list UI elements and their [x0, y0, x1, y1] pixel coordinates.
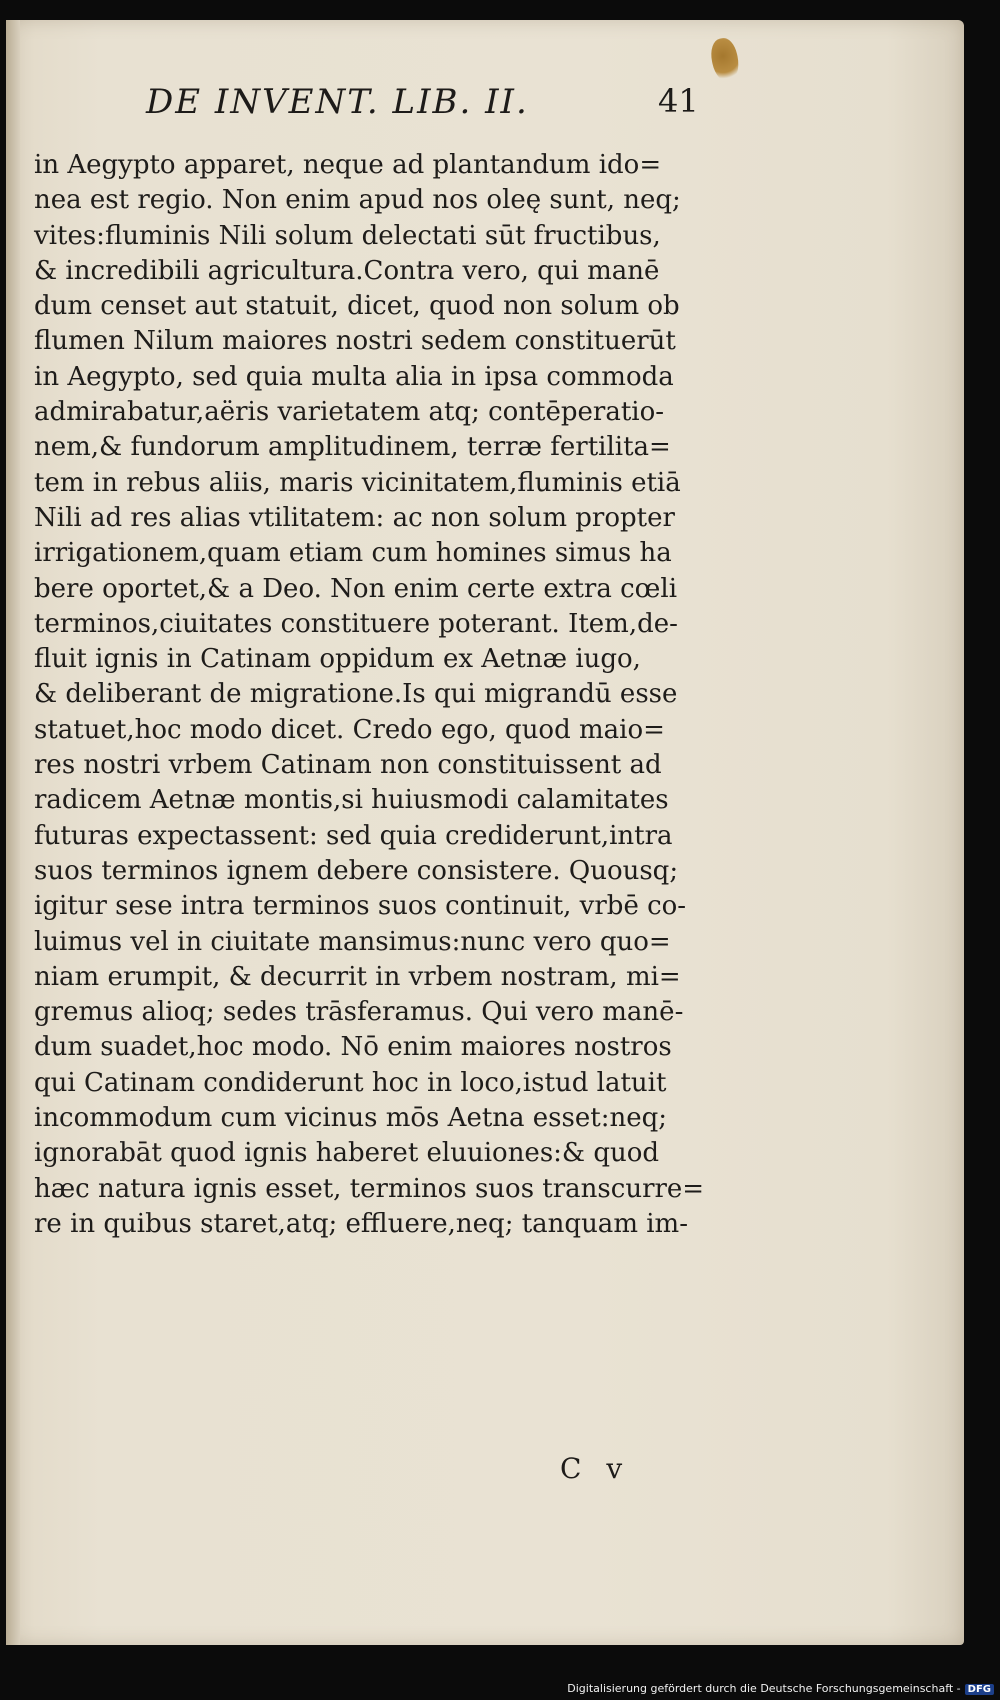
text-line: & deliberant de migratione.Is qui migrandū esse	[34, 679, 678, 710]
text-line: dum censet aut statuit, dicet, quod non solum ob	[34, 291, 680, 322]
dfg-logo-badge: DFG	[965, 1684, 994, 1695]
funding-credit	[567, 1682, 994, 1695]
text-line: bere oportet,& a Deo. Non enim certe extra cœli	[34, 573, 678, 604]
text-line: incommodum cum vicinus mōs Aetna esset:neq;	[34, 1103, 667, 1134]
page-number: 41	[658, 82, 699, 120]
text-line: nem,& fundorum amplitudinem, terræ fertilita=	[34, 432, 671, 463]
footer-bar	[0, 1680, 1000, 1700]
text-line: vites:fluminis Nili solum delectati sūt fructibus,	[34, 220, 661, 251]
text-line: statuet,hoc modo dicet. Credo ego, quod maio=	[34, 714, 665, 745]
text-line: tem in rebus aliis, maris vicinitatem,fluminis etiā	[34, 467, 681, 498]
text-line: irrigationem,quam etiam cum homines simus ha	[34, 538, 672, 569]
text-line: fluit ignis in Catinam oppidum ex Aetnæ iugo,	[34, 644, 641, 675]
text-line: dum suadet,hoc modo. Nō enim maiores nostros	[34, 1032, 672, 1063]
body-text	[34, 148, 754, 1242]
book-page	[6, 20, 964, 1645]
text-line: admirabatur,aëris varietatem atq; contēperatio-	[34, 397, 665, 428]
page-header	[146, 82, 766, 134]
text-line: flumen Nilum maiores nostri sedem constituerūt	[34, 326, 676, 357]
page-gutter	[6, 20, 20, 1645]
catchword-signature: C v	[560, 1452, 631, 1485]
text-line: niam erumpit, & decurrit in vrbem nostram, mi=	[34, 961, 681, 992]
text-line: res nostri vrbem Catinam non constituissent ad	[34, 750, 662, 781]
text-line: in Aegypto apparet, neque ad plantandum ido=	[34, 150, 662, 180]
text-line: hæc natura ignis esset, terminos suos transcurre=	[34, 1173, 705, 1204]
text-line: igitur sese intra terminos suos continuit, vrbē co-	[34, 891, 687, 922]
running-title: DE INVENT. LIB. II.	[146, 82, 529, 122]
text-line: gremus alioq; sedes trāsferamus. Qui vero manē-	[34, 997, 684, 1028]
text-line: in Aegypto, sed quia multa alia in ipsa commoda	[34, 361, 674, 392]
text-line: terminos,ciuitates constituere poterant. Item,de-	[34, 608, 678, 639]
text-line: suos terminos ignem debere consistere. Quousq;	[34, 855, 679, 886]
text-line: ignorabāt quod ignis haberet eluuiones:& quod	[34, 1138, 660, 1169]
text-line: nea est regio. Non enim apud nos oleę sunt, neq;	[34, 185, 681, 216]
text-line: & incredibili agricultura.Contra vero, qui manē	[34, 255, 660, 286]
text-line: futuras expectassent: sed quia crediderunt,intra	[34, 820, 673, 851]
text-line: qui Catinam condiderunt hoc in loco,istud latuit	[34, 1067, 667, 1098]
text-line: luimus vel in ciuitate mansimus:nunc vero quo=	[34, 926, 671, 957]
ink-stain-mark	[708, 36, 743, 84]
text-line: Nili ad res alias vtilitatem: ac non solum propter	[34, 502, 675, 533]
funding-credit-text: Digitalisierung gefördert durch die Deutsche Forschungsgemeinschaft -	[567, 1682, 961, 1695]
text-line: re in quibus staret,atq; effluere,neq; tanquam im-	[34, 1208, 688, 1239]
text-line: radicem Aetnæ montis,si huiusmodi calamitates	[34, 785, 669, 816]
